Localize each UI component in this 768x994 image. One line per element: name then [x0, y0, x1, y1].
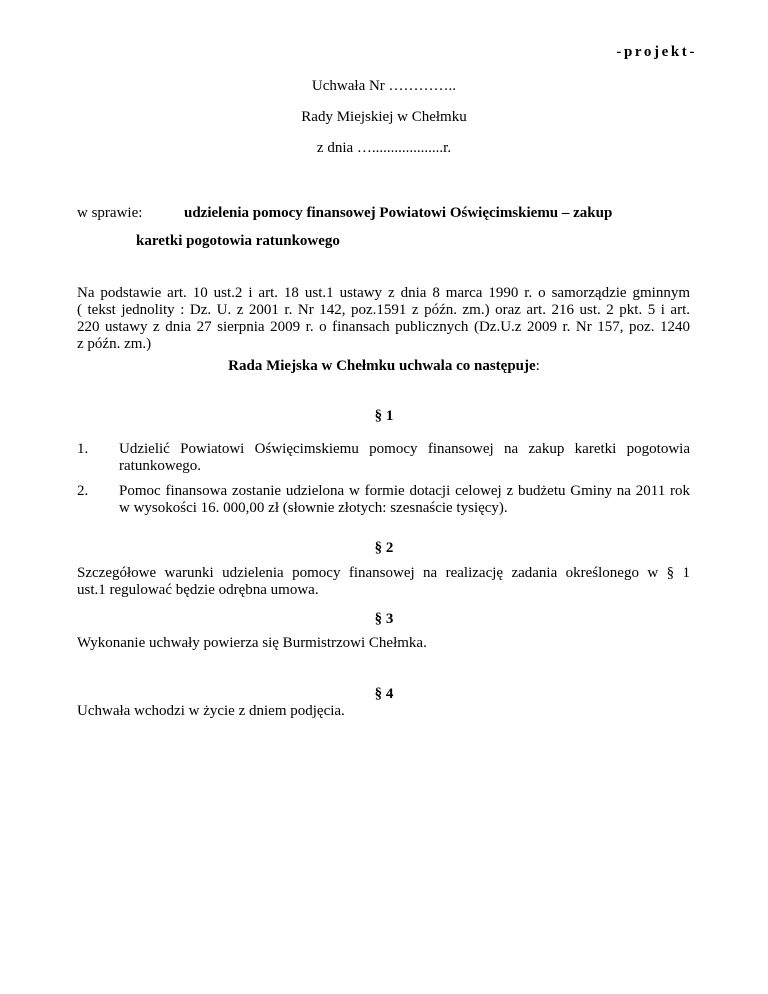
subject-line-2: karetki pogotowia ratunkowego — [136, 233, 340, 249]
section-2-text — [77, 565, 690, 599]
section-2-line: Szczegółowe warunki udzielenia pomocy finansowej na realizację zadania określonego w § 1 — [77, 565, 690, 581]
legal-basis-line: z późn. zm.) — [77, 336, 152, 352]
subject-label: w sprawie: — [77, 205, 143, 221]
list-item-number: 1. — [77, 441, 89, 457]
legal-basis-line: Na podstawie art. 10 ust.2 i art. 18 ust.1 ustawy z dnia 8 marca 1990 r. o samorządzie gminnym — [77, 285, 690, 301]
section-3-line: Wykonanie uchwały powierza się Burmistrzowi Chełmka. — [77, 635, 427, 651]
list-item-line: Udzielić Powiatowi Oświęcimskiemu pomocy finansowej na zakup karetki pogotowia — [119, 441, 690, 457]
legal-basis-line: ( tekst jednolity : Dz. U. z 2001 r. Nr 142, poz.1591 z późn. zm.) oraz art. 216 ust. 2 pkt. 5 i art. — [77, 302, 690, 318]
list-item-text — [119, 483, 690, 517]
resolves-text: Rada Miejska w Chełmku uchwala co następuje — [228, 358, 536, 374]
section-mark-1: § 1 — [374, 408, 394, 424]
legal-basis — [77, 285, 690, 353]
section-2-line: ust.1 regulować będzie odrębna umowa. — [77, 582, 319, 598]
list-item-line: w wysokości 16. 000,00 zł (słownie złotych: szesnaście tysięcy). — [119, 500, 508, 516]
resolves-statement — [0, 358, 768, 375]
council-name: Rady Miejskiej w Chełmku — [301, 109, 467, 125]
section-mark-4: § 4 — [374, 686, 394, 702]
list-item-text — [119, 441, 690, 475]
resolution-date: z dnia …...................r. — [316, 140, 452, 156]
draft-marker: -projekt- — [616, 44, 697, 60]
subject-line-1: udzielenia pomocy finansowej Powiatowi Oświęcimskiemu – zakup — [184, 205, 613, 221]
resolution-number: Uchwała Nr ………….. — [311, 78, 457, 94]
section-mark-3: § 3 — [374, 611, 394, 627]
legal-basis-line: 220 ustawy z dnia 27 sierpnia 2009 r. o finansach publicznych (Dz.U.z 2009 r. Nr 157, poz. 1240 — [77, 319, 690, 335]
list-item-line: ratunkowego. — [119, 458, 202, 474]
resolves-colon: : — [535, 358, 540, 374]
section-3-text — [77, 635, 690, 652]
section-4-text — [77, 703, 690, 720]
section-mark-2: § 2 — [374, 540, 394, 556]
list-item-number: 2. — [77, 483, 89, 499]
section-4-line: Uchwała wchodzi w życie z dniem podjęcia. — [77, 703, 345, 719]
list-item-line: Pomoc finansowa zostanie udzielona w formie dotacji celowej z budżetu Gminy na 2011 rok — [119, 483, 690, 499]
